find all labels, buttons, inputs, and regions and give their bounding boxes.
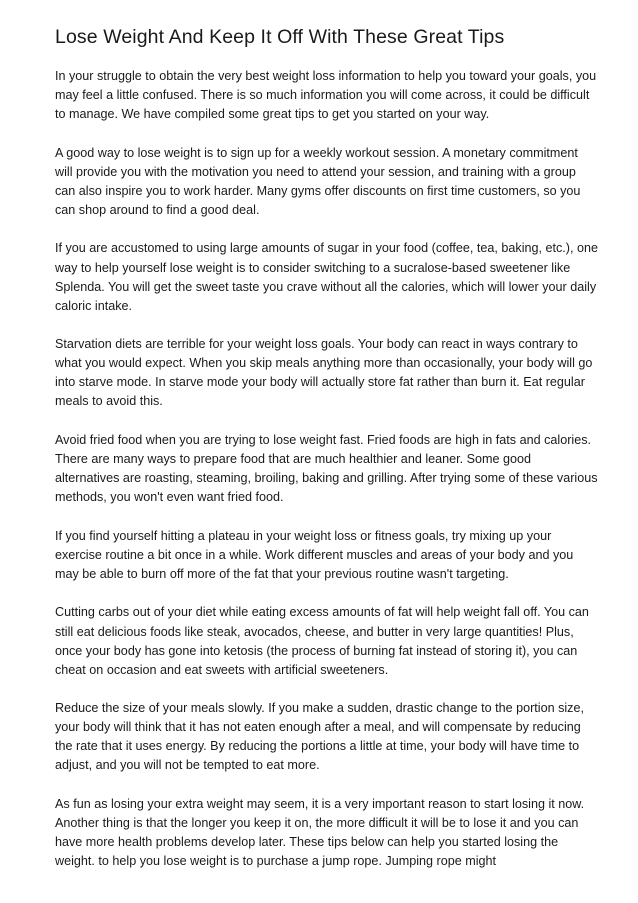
paragraph-cutting-carbs: Cutting carbs out of your diet while eating excess amounts of fat will help weight fall off. You can still eat delicious foods like steak, avocados, cheese, and butter in very large quantities! Plus, once your body has gone into ketosis (the process of burning fat instead of storing it), you can cheat on occasion and eat sweets with artificial sweeteners. [55, 605, 589, 677]
paragraph-starvation-diets: Starvation diets are terrible for your weight loss goals. Your body can react in ways contrary to what you would expect. When you skip meals anything more than occasionally, your body will go into starve mode. In starve mode your body will actually store fat rather than burn it. Eat regular meals to avoid this. [55, 337, 593, 409]
paragraph-workout-session: A good way to lose weight is to sign up for a weekly workout session. A monetary commitment will provide you with the motivation you need to attend your session, and training with a group can also inspire you to work harder. Many gyms offer discounts on first time customers, so you can shop around to find a good deal. [55, 145, 581, 217]
paragraph-intro: In your struggle to obtain the very best weight loss information to help you toward your goals, you may feel a little confused. There is so much information you will come across, it could be difficult to manage. We have compiled some great tips to get you started on your way. [55, 69, 597, 122]
document-title: Lose Weight And Keep It Off With These Great Tips [55, 26, 505, 48]
paragraph-sugar-sweetener: If you are accustomed to using large amounts of sugar in your food (coffee, tea, baking, etc.), one way to help yourself lose weight is to consider switching to a sucralose-based sweetener like Splenda. You will get the sweet taste you crave without all the calories, which will lower your daily caloric intake. [55, 241, 599, 313]
paragraph-losing-weight-now: As fun as losing your extra weight may seem, it is a very important reason to start losing it now. Another thing is that the longer you keep it on, the more difficult it will be to lose it and you can have more health problems develop later. These tips below can help you started losing the weight. to help you lose weight is to purchase a jump rope. Jumping rope might [55, 796, 585, 869]
paragraph-meal-size: Reduce the size of your meals slowly. If you make a sudden, drastic change to the portion size, your body will think that it has not eaten enough after a meal, and will compensate by reducing the rate that it uses energy. By reducing the portions a little at time, your body will have time to adjust, and you will not be tempted to eat more. [55, 701, 584, 773]
paragraph-fried-food: Avoid fried food when you are trying to lose weight fast. Fried foods are high in fats and calories. There are many ways to prepare food that are much healthier and leaner. Some good alternatives are roasting, steaming, broiling, baking and grilling. After trying some of these various methods, you won't even want fried food. [55, 432, 598, 505]
paragraph-plateau: If you find yourself hitting a plateau in your weight loss or fitness goals, try mixing up your exercise routine a bit once in a while. Work different muscles and areas of your body and you may be able to burn off more of the fat that your previous routine wasn't targeting. [55, 528, 574, 581]
